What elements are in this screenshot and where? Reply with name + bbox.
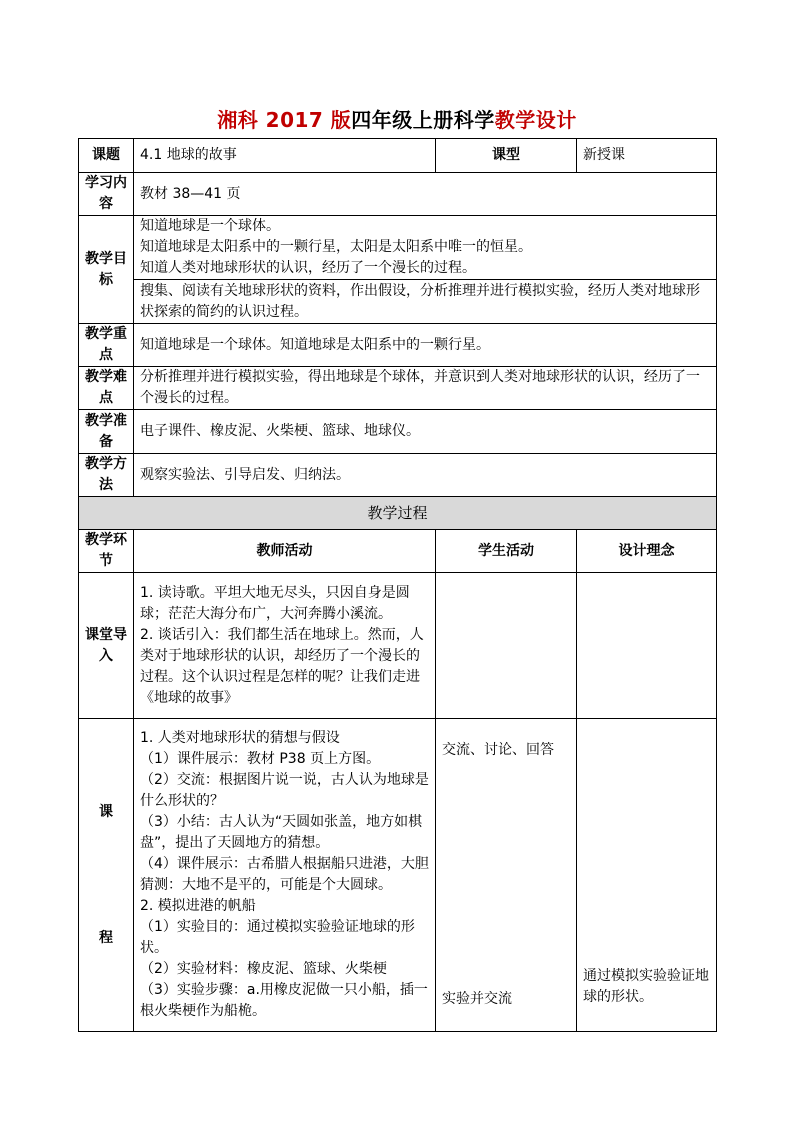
process-header: 教学过程	[79, 497, 717, 530]
lesson-plan-table	[78, 138, 717, 1032]
intro-step: 2. 谈话引入：我们都生活在地球上。然而，人类对于地球形状的认识，却经历了一个漫长的过程。这个认识过程是怎样的呢？让我们走进《地球的故事》	[140, 626, 424, 706]
row-process-header	[79, 497, 717, 530]
topic-value: 4.1 地球的故事	[134, 139, 436, 173]
intro-step: 1. 读诗歌。平坦大地无尽头，只因自身是圆球；茫茫大海分布广，大河奔腾小溪流。	[140, 584, 410, 622]
col-concept: 设计理念	[577, 530, 717, 573]
title-red-2: 教学设计	[494, 108, 577, 132]
method-value: 观察实验法、引导启发、归纳法。	[134, 454, 717, 497]
goals-knowledge	[134, 216, 717, 280]
content-value: 教材 38—41 页	[134, 173, 717, 216]
col-teacher: 教师活动	[134, 530, 436, 573]
row-preparation	[79, 410, 717, 454]
goal-line: 知道地球是太阳系中的一颗行星，太阳是太阳系中唯一的恒星。	[140, 239, 532, 255]
row-key-points	[79, 324, 717, 367]
key-label: 教学重点	[79, 324, 134, 367]
row-intro	[79, 573, 717, 719]
lesson-type-value: 新授课	[577, 139, 717, 173]
row-column-headers	[79, 530, 717, 573]
prep-label: 教学准备	[79, 410, 134, 454]
method-label: 教学方法	[79, 454, 134, 497]
row-goals-b	[79, 280, 717, 324]
goals-label: 教学目标	[79, 216, 134, 324]
lesson-type-label: 课型	[436, 139, 577, 173]
goal-line: 搜集、阅读有关地球形状的资料，作出假设，分析推理并进行模拟实验，经历人类对地球形状探索的简约的认识过程。	[140, 282, 700, 320]
intro-student	[436, 573, 577, 719]
concept-text: 通过模拟实验验证地球的形状。	[583, 968, 709, 1005]
course-step: （3）小结：古人认为“天圆如张盖，地方如棋盘”，提出了天圆地方的猜想。	[140, 814, 423, 851]
student-activity-discuss: 交流、讨论、回答	[442, 742, 554, 758]
course-step: （2）交流：根据图片说一说，古人认为地球是什么形状的？	[140, 772, 429, 809]
course-student	[436, 719, 577, 1032]
course-teacher	[134, 719, 436, 1032]
course-concept	[577, 719, 717, 1032]
title-red: 湘科 2017 版	[217, 108, 352, 132]
intro-concept	[577, 573, 717, 719]
course-step: （3）实验步骤：a.用橡皮泥做一只小船，插一根火柴梗作为船桅。	[140, 982, 428, 1019]
content-label: 学习内容	[79, 173, 134, 216]
difficulty-label: 教学难点	[79, 367, 134, 410]
row-difficulty	[79, 367, 717, 410]
row-topic	[79, 139, 717, 173]
course-step: （2）实验材料：橡皮泥、篮球、火柴梗	[140, 961, 387, 977]
student-activity-experiment: 实验并交流	[442, 991, 512, 1007]
difficulty-value: 分析推理并进行模拟实验，得出地球是个球体，并意识到人类对地球形状的认识，经历了一个漫长的过程。	[134, 367, 717, 410]
topic-label: 课题	[79, 139, 134, 173]
course-step: 2. 模拟进港的帆船	[140, 898, 256, 914]
course-label	[79, 719, 134, 1032]
course-step: （1）课件展示：教材 P38 页上方图。	[140, 751, 381, 767]
title-black: 四年级上册科学	[351, 108, 495, 132]
course-step: （1）实验目的：通过模拟实验验证地球的形状。	[140, 919, 415, 956]
course-label-bottom: 程	[99, 929, 113, 946]
row-course	[79, 719, 717, 1032]
course-label-top: 课	[99, 803, 113, 820]
row-method	[79, 454, 717, 497]
row-content	[79, 173, 717, 216]
goals-process	[134, 280, 717, 324]
goal-line: 知道地球是一个球体。	[140, 218, 280, 234]
row-goals-a	[79, 216, 717, 280]
course-step: 1. 人类对地球形状的猜想与假设	[140, 730, 340, 746]
goal-line: 知道人类对地球形状的认识，经历了一个漫长的过程。	[140, 260, 476, 276]
col-student: 学生活动	[436, 530, 577, 573]
document-title	[0, 104, 794, 133]
prep-value: 电子课件、橡皮泥、火柴梗、篮球、地球仪。	[134, 410, 717, 454]
intro-label: 课堂导入	[79, 573, 134, 719]
course-step: （4）课件展示：古希腊人根据船只进港，大胆猜测：大地不是平的，可能是个大圆球。	[140, 856, 429, 893]
key-value: 知道地球是一个球体。知道地球是太阳系中的一颗行星。	[134, 324, 717, 367]
col-stage: 教学环节	[79, 530, 134, 573]
intro-teacher	[134, 573, 436, 719]
